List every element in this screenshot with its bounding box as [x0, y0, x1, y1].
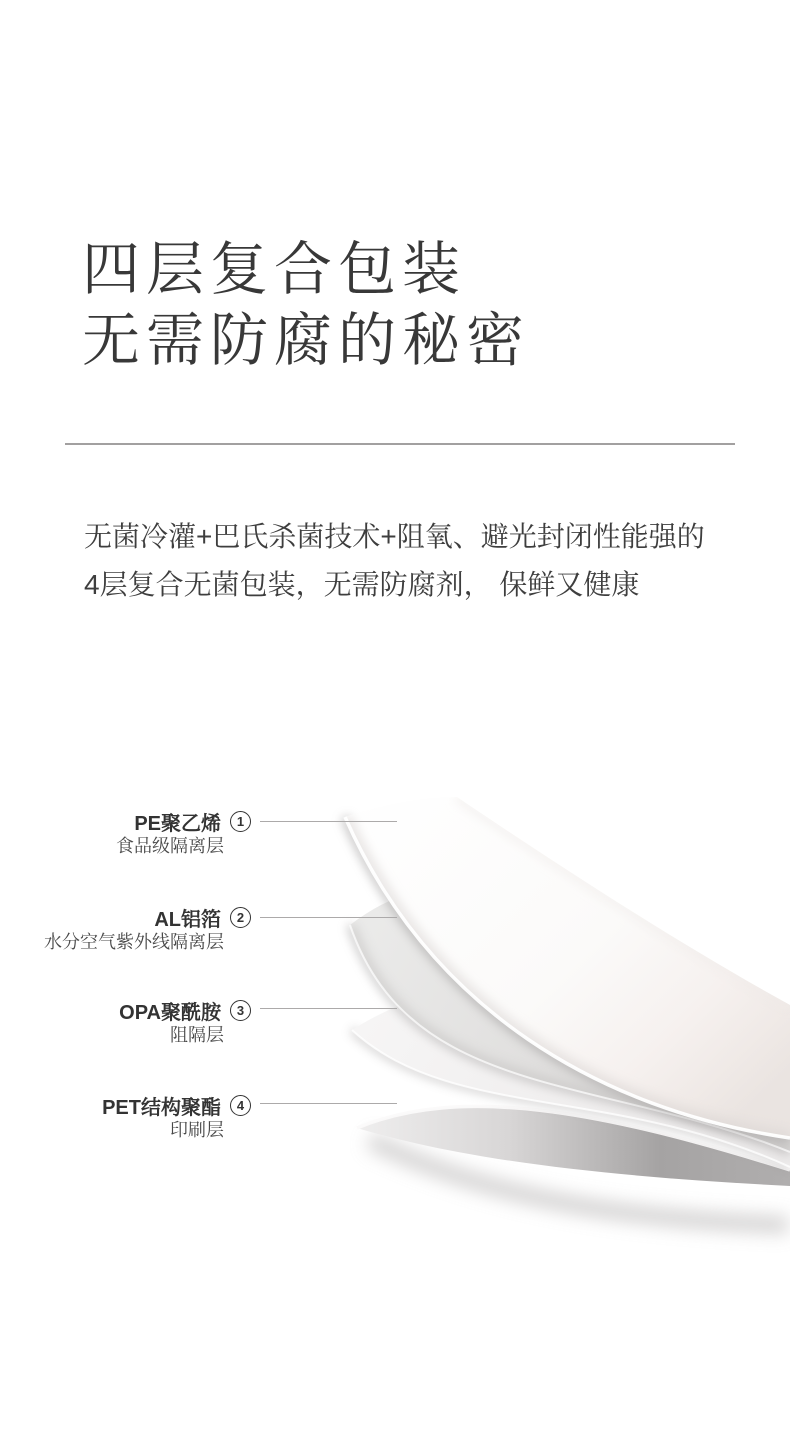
- layer-label-4: [102, 1092, 251, 1141]
- layer-2-name: AL铝箔: [154, 908, 221, 931]
- title-line-2: 无需防腐的秘密: [82, 308, 531, 373]
- leader-line-4: [260, 1103, 397, 1104]
- description-line-1: 无菌冷灌+巴氏杀菌技术+阻氧、避光封闭性能强的: [84, 521, 705, 552]
- layer-1-name: PE聚乙烯: [134, 812, 221, 835]
- layer-1-sublabel: 食品级隔离层: [116, 836, 224, 856]
- layer-2-number-badge: 2: [230, 907, 251, 928]
- layer-4-number-badge: 4: [230, 1095, 251, 1116]
- layer-4-sublabel: 印刷层: [170, 1120, 224, 1140]
- layer-label-2: [44, 904, 251, 953]
- layer-3-name-row: [119, 997, 251, 1023]
- layer-3-sublabel: 阻隔层: [170, 1025, 224, 1045]
- layer-4-name-row: [102, 1092, 251, 1118]
- layer-label-1: [116, 808, 251, 857]
- leader-line-3: [260, 1008, 397, 1009]
- layer-3-number-badge: 3: [230, 1000, 251, 1021]
- layer-4-name: PET结构聚酯: [102, 1096, 221, 1119]
- layer-label-3: [119, 997, 251, 1046]
- layer-1-name-row: [116, 808, 251, 834]
- description-line-2: 4层复合无菌包装，无需防腐剂， 保鲜又健康: [84, 569, 640, 600]
- layer-1-number-badge: 1: [230, 811, 251, 832]
- layer-2-sublabel: 水分空气紫外线隔离层: [44, 932, 224, 952]
- layer-3-name: OPA聚酰胺: [119, 1001, 221, 1024]
- layer-2-name-row: [44, 904, 251, 930]
- leader-line-1: [260, 821, 397, 822]
- title-line-1: 四层复合包装: [82, 237, 467, 302]
- leader-line-2: [260, 917, 397, 918]
